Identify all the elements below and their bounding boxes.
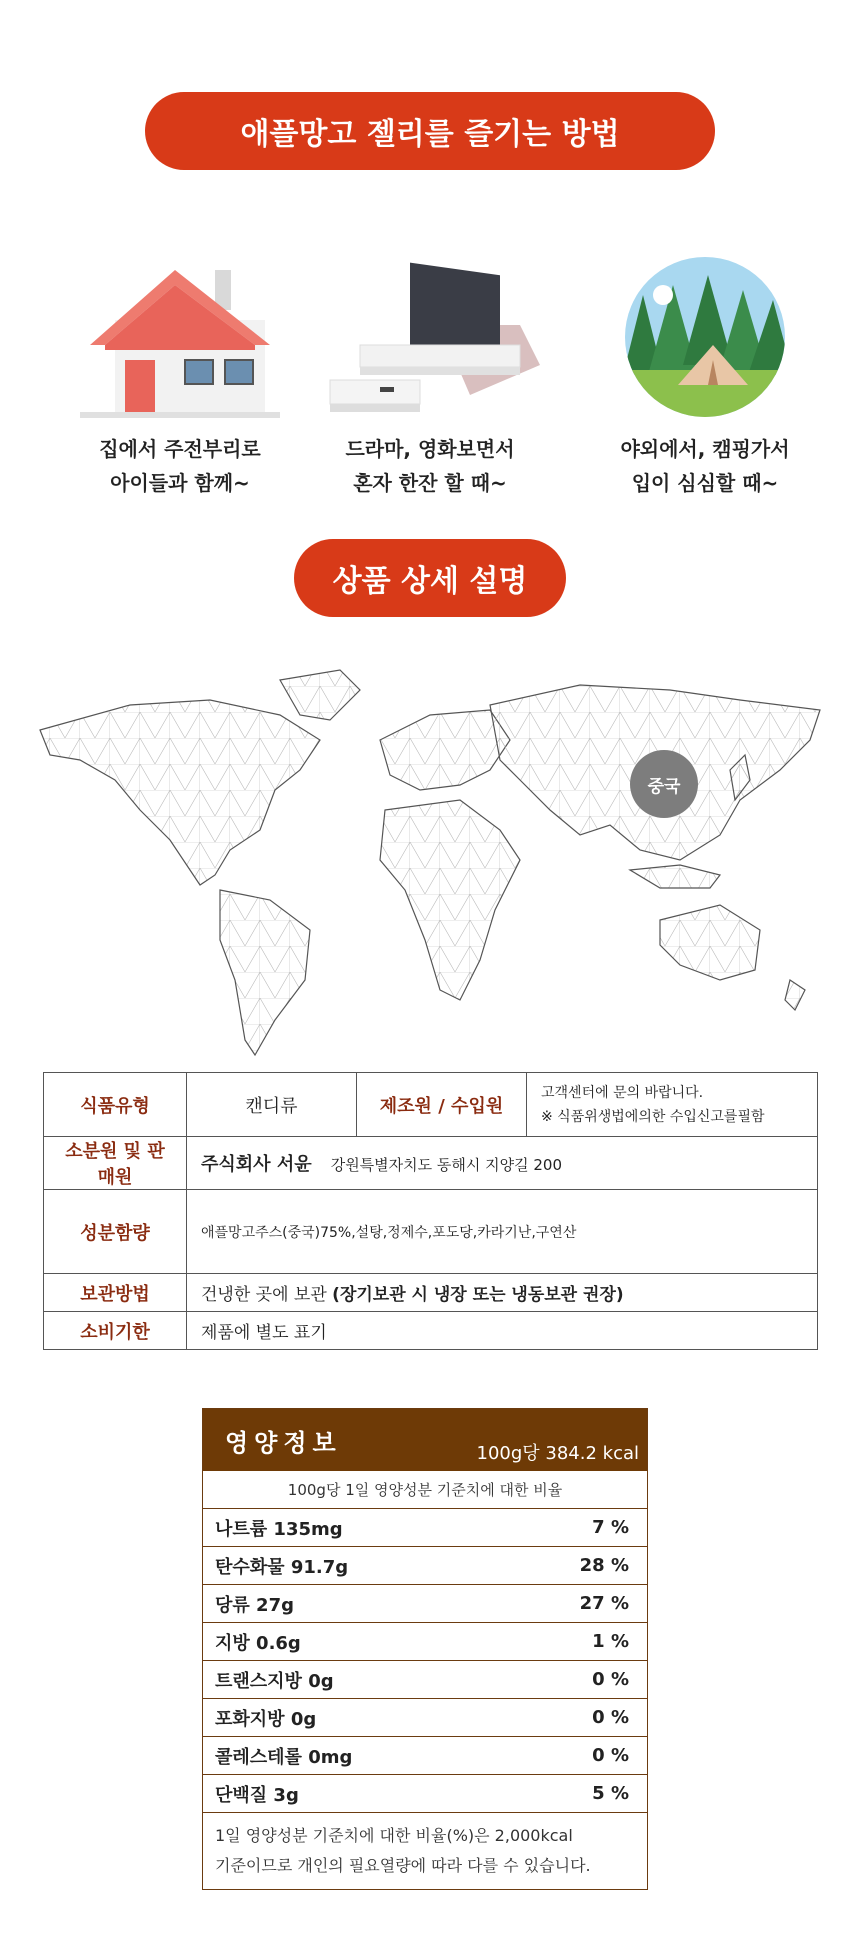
usage-item-home xyxy=(50,240,310,500)
nutrient-percent: 1 % xyxy=(592,1631,629,1652)
usage-caption-line1: 드라마, 영화보면서 xyxy=(345,437,515,461)
ingredients-label: 성분함량 xyxy=(44,1190,187,1274)
world-map xyxy=(20,660,840,1060)
nutrient-percent: 5 % xyxy=(592,1783,629,1804)
ingredients-value: 애플망고주스(중국)75%,설탕,정제수,포도당,카라기난,구연산 xyxy=(187,1190,818,1274)
maker-note-line2: ※ 식품위생법에의한 수입신고를필함 xyxy=(541,1108,765,1125)
seller-address: 강원특별자치도 동해시 지양길 200 xyxy=(330,1156,563,1174)
camping-icon xyxy=(575,240,835,420)
storage-label: 보관방법 xyxy=(44,1274,187,1312)
type-value: 캔디류 xyxy=(187,1073,357,1137)
nutrition-row xyxy=(203,1509,647,1547)
nutrition-row xyxy=(203,1585,647,1623)
nutrition-row xyxy=(203,1737,647,1775)
nutrient-name: 콜레스테롤 0mg xyxy=(215,1746,353,1768)
nutrition-row xyxy=(203,1699,647,1737)
nutrition-subtitle: 100g당 1일 영양성분 기준치에 대한 비율 xyxy=(203,1471,647,1509)
nutrition-footer-line1: 1일 영양성분 기준치에 대한 비율(%)은 2,000kcal xyxy=(215,1826,573,1845)
expiry-value: 제품에 별도 표기 xyxy=(187,1312,818,1350)
usage-caption-line1: 야외에서, 캠핑가서 xyxy=(620,437,790,461)
nutrient-name: 탄수화물 91.7g xyxy=(215,1556,349,1578)
usage-item-tv xyxy=(300,240,560,500)
nutrient-percent: 7 % xyxy=(592,1517,629,1538)
usage-section xyxy=(0,240,860,500)
nutrient-name: 트랜스지방 0g xyxy=(215,1670,334,1692)
storage-emphasis: (장기보관 시 냉장 또는 냉동보관 권장) xyxy=(332,1285,624,1305)
storage-text: 건냉한 곳에 보관 xyxy=(201,1285,327,1305)
nutrient-name: 당류 27g xyxy=(215,1594,294,1616)
storage-value xyxy=(187,1274,818,1312)
nutrient-percent: 28 % xyxy=(579,1555,629,1576)
usage-item-camping xyxy=(575,240,835,500)
nutrition-header xyxy=(203,1409,647,1471)
nutrition-row xyxy=(203,1623,647,1661)
nutrient-name: 단백질 3g xyxy=(215,1784,299,1806)
maker-note-line1: 고객센터에 문의 바랍니다. xyxy=(541,1084,704,1101)
tv-icon xyxy=(300,240,560,420)
usage-caption-line1: 집에서 주전부리로 xyxy=(99,437,261,461)
maker-note xyxy=(527,1073,818,1137)
nutrient-name: 지방 0.6g xyxy=(215,1632,301,1654)
type-label: 식품유형 xyxy=(44,1073,187,1137)
nutrient-percent: 27 % xyxy=(579,1593,629,1614)
usage-caption-line2: 아이들과 함께~ xyxy=(110,471,250,495)
nutrient-name: 나트륨 135mg xyxy=(215,1518,343,1540)
nutrition-kcal: 100g당 384.2 kcal xyxy=(476,1443,639,1464)
seller-company: 주식회사 서윤 xyxy=(201,1154,312,1175)
nutrition-facts xyxy=(202,1408,648,1890)
house-icon xyxy=(50,240,310,420)
nutrition-footer-line2: 기준이므로 개인의 필요열량에 따라 다를 수 있습니다. xyxy=(215,1856,591,1875)
nutrient-percent: 0 % xyxy=(592,1707,629,1728)
nutrition-footer xyxy=(203,1813,647,1889)
usage-caption-line2: 혼자 한잔 할 때~ xyxy=(353,471,507,495)
nutrition-title: 영양정보 xyxy=(225,1429,342,1457)
seller-value xyxy=(187,1137,818,1190)
seller-label: 소분원 및 판매원 xyxy=(44,1137,187,1190)
maker-label: 제조원 / 수입원 xyxy=(357,1073,527,1137)
product-info-table xyxy=(43,1072,818,1350)
section-title-detail: 상품 상세 설명 xyxy=(294,539,566,617)
nutrient-percent: 0 % xyxy=(592,1669,629,1690)
map-marker-china: 중국 xyxy=(630,750,698,818)
usage-caption-line2: 입이 심심할 때~ xyxy=(631,471,779,495)
nutrition-row xyxy=(203,1547,647,1585)
expiry-label: 소비기한 xyxy=(44,1312,187,1350)
nutrient-name: 포화지방 0g xyxy=(215,1708,317,1730)
nutrition-row xyxy=(203,1661,647,1699)
section-title-usage: 애플망고 젤리를 즐기는 방법 xyxy=(145,92,715,170)
nutrition-row xyxy=(203,1775,647,1813)
nutrient-percent: 0 % xyxy=(592,1745,629,1766)
